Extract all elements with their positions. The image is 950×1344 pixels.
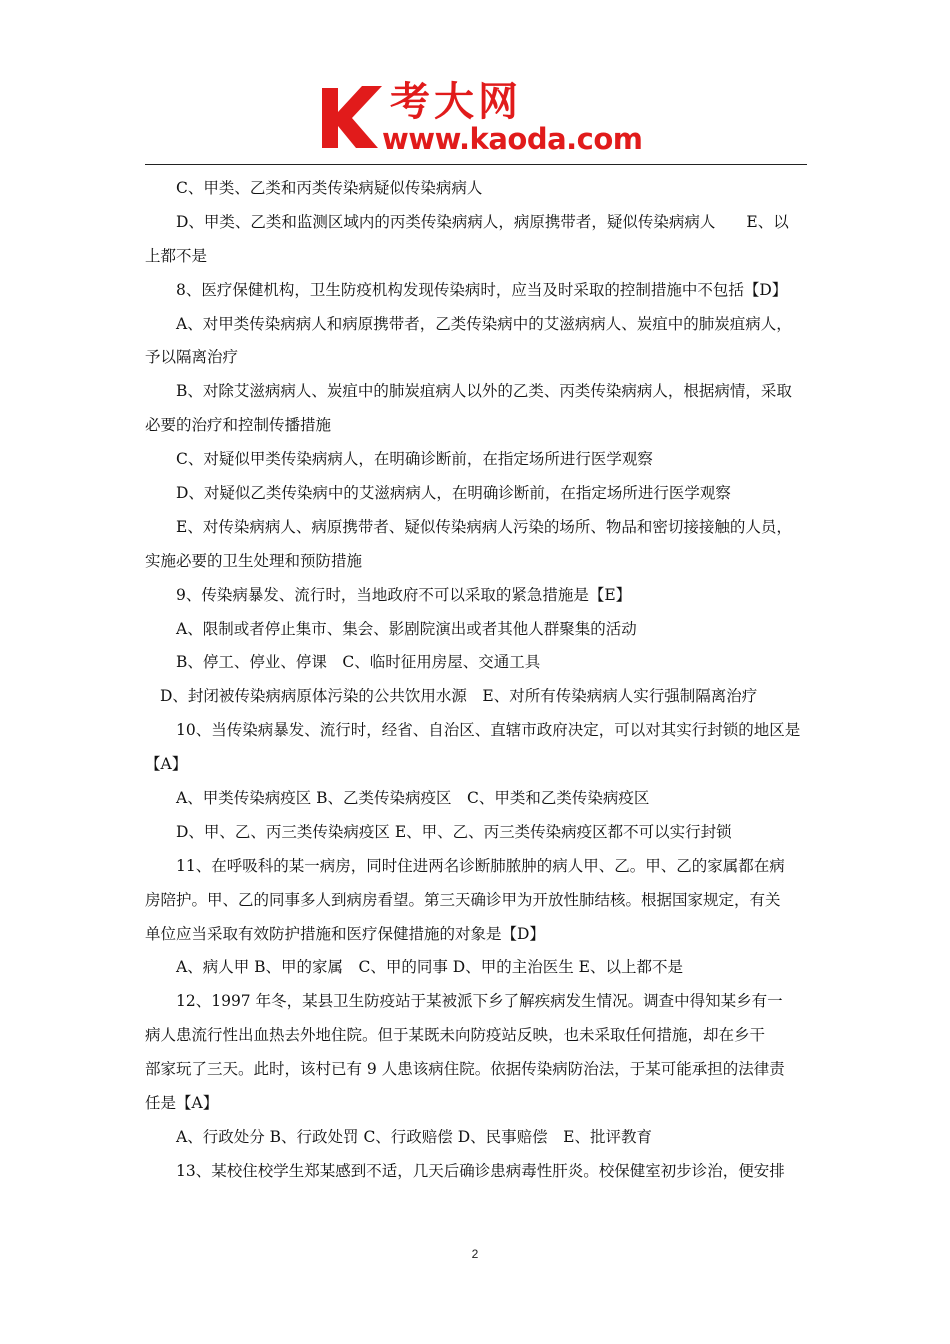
- kaoda-logo: [318, 79, 643, 160]
- text-line: C、对疑似甲类传染病病人，在明确诊断前，在指定场所进行医学观察: [176, 450, 653, 469]
- question-line: 12、1997 年冬，某县卫生防疫站于某被派下乡了解疾病发生情况。调查中得知某乡有一: [176, 992, 783, 1011]
- text-line: 病人患流行性出血热去外地住院。但于某既未向防疫站反映，也未采取任何措施，却在乡干: [145, 1026, 766, 1045]
- text-line: 实施必要的卫生处理和预防措施: [145, 551, 363, 570]
- text-line: C、甲类、乙类和丙类传染病疑似传染病病人: [176, 179, 483, 197]
- text-line: A、甲类传染病疫区 B、乙类传染病疫区 C、甲类和乙类传染病疫区: [176, 789, 650, 808]
- text-line: 任是【A】: [145, 1094, 219, 1113]
- text-line: A、行政处分 B、行政处罚 C、行政赔偿 D、民事赔偿 E、批评教育: [176, 1127, 652, 1146]
- text-line: A、病人甲 B、甲的家属 C、甲的同事 D、甲的主治医生 E、以上都不是: [176, 958, 683, 977]
- document-body: [145, 172, 809, 1189]
- text-line: A、限制或者停止集市、集会、影剧院演出或者其他人群聚集的活动: [176, 619, 637, 638]
- text-line: A、对甲类传染病病人和病原携带者，乙类传染病中的艾滋病病人、炭疽中的肺炭疽病人，: [176, 314, 792, 333]
- logo-title: 考大网: [390, 79, 522, 125]
- text-line: D、甲类、乙类和监测区域内的丙类传染病病人，病原携带者，疑似传染病病人 E、以: [176, 212, 789, 231]
- question-line: 13、某校住校学生郑某感到不适，几天后确诊患病毒性肝炎。校保健室初步诊治，便安排: [176, 1161, 785, 1180]
- text-line: B、停工、停业、停课 C、临时征用房屋、交通工具: [176, 653, 541, 672]
- question-line: 10、当传染病暴发、流行时，经省、自治区、直辖市政府决定，可以对其实行封锁的地区是: [176, 721, 801, 740]
- text-line: 单位应当采取有效防护措施和医疗保健措施的对象是【D】: [145, 924, 545, 943]
- text-line: 予以隔离治疗: [145, 348, 239, 367]
- text-line: B、对除艾滋病病人、炭疽中的肺炭疽病人以外的乙类、丙类传染病病人，根据病情，采取: [176, 382, 792, 401]
- k-logo-icon: [318, 82, 388, 152]
- logo-url: www.kaoda.com: [382, 122, 643, 156]
- question-line: 11、在呼吸科的某一病房，同时住进两名诊断肺脓肿的病人甲、乙。甲、乙的家属都在病: [176, 856, 785, 875]
- text-line: D、对疑似乙类传染病中的艾滋病病人，在明确诊断前，在指定场所进行医学观察: [176, 484, 731, 503]
- text-line: 【A】: [145, 755, 188, 774]
- page-number: 2: [471, 1247, 479, 1261]
- text-line: D、封闭被传染病病原体污染的公共饮用水源 E、对所有传染病病人实行强制隔离治疗: [160, 687, 758, 706]
- text-line: 上都不是: [145, 246, 208, 265]
- text-line: 部家玩了三天。此时，该村已有 9 人患该病住院。依据传染病防治法，于某可能承担的法律责: [145, 1060, 785, 1079]
- header-divider: [145, 164, 807, 165]
- question-line: 9、传染病暴发、流行时，当地政府不可以采取的紧急措施是【E】: [176, 585, 632, 604]
- text-line: D、甲、乙、丙三类传染病疫区 E、甲、乙、丙三类传染病疫区都不可以实行封锁: [176, 822, 732, 841]
- question-line: 8、医疗保健机构，卫生防疫机构发现传染病时，应当及时采取的控制措施中不包括【D】: [176, 280, 788, 299]
- text-line: 房陪护。甲、乙的同事多人到病房看望。第三天确诊甲为开放性肺结核。根据国家规定，有关: [145, 890, 781, 909]
- text-line: E、对传染病病人、病原携带者、疑似传染病病人污染的场所、物品和密切接接触的人员，: [176, 517, 792, 536]
- text-line: 必要的治疗和控制传播措施: [145, 416, 332, 435]
